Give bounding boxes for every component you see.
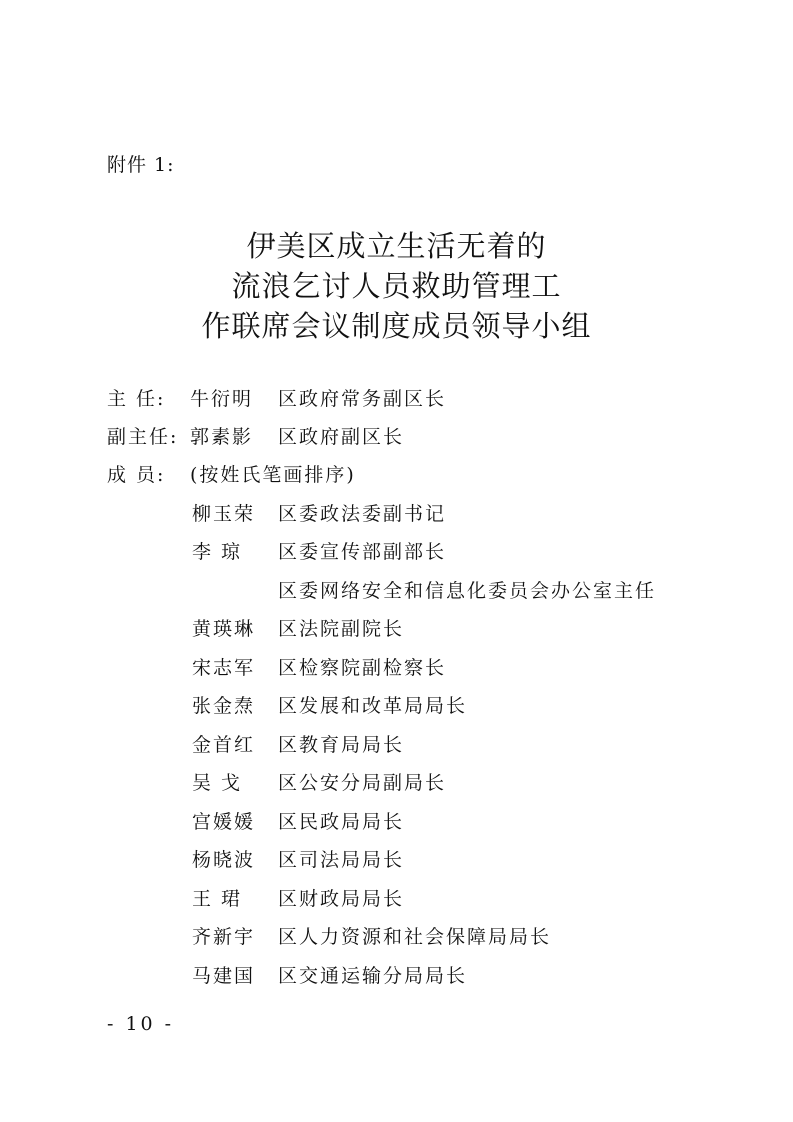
director-name: 牛衍明	[190, 388, 254, 410]
deputy-director-name: 郭素影	[190, 426, 254, 448]
member-name: 宫媛媛	[192, 811, 256, 833]
title-line-1: 伊美区成立生活无着的	[246, 229, 547, 263]
member-position: 区人力资源和社会保障局局长	[278, 926, 552, 948]
member-name: 马建国	[192, 965, 256, 987]
member-row	[0, 499, 793, 525]
members-header-row	[0, 460, 793, 486]
member-name: 吴 戈	[192, 772, 243, 794]
member-row	[0, 768, 793, 794]
member-row	[0, 730, 793, 756]
member-row	[0, 576, 793, 602]
member-position: 区委政法委副书记	[278, 503, 447, 525]
member-position: 区检察院副检察长	[278, 657, 447, 679]
member-position: 区委宣传部副部长	[278, 541, 447, 563]
member-row	[0, 845, 793, 871]
member-position: 区法院副院长	[278, 618, 405, 640]
title-line-3: 作联席会议制度成员领导小组	[201, 309, 592, 343]
member-name: 张金焘	[192, 695, 256, 717]
deputy-director-position: 区政府副区长	[278, 426, 405, 448]
members-sort-note: (按姓氏笔画排序)	[190, 464, 356, 486]
member-position: 区民政局局长	[278, 811, 405, 833]
member-row	[0, 884, 793, 910]
member-name: 宋志军	[192, 657, 256, 679]
member-row	[0, 807, 793, 833]
deputy-director-label: 副主任:	[107, 426, 179, 448]
member-row	[0, 922, 793, 948]
member-row	[0, 537, 793, 563]
member-row	[0, 614, 793, 640]
member-name: 黄瑛琳	[192, 618, 256, 640]
member-name: 李 琼	[192, 541, 243, 563]
deputy-director-row	[0, 422, 793, 448]
member-position: 区交通运输分局局长	[278, 965, 468, 987]
member-name: 王 珺	[192, 888, 243, 910]
title-line-2: 流浪乞讨人员救助管理工	[231, 269, 562, 303]
member-name: 柳玉荣	[192, 503, 256, 525]
director-position: 区政府常务副区长	[278, 388, 447, 410]
page-number: - 10 -	[107, 1013, 175, 1035]
member-row	[0, 653, 793, 679]
member-position: 区教育局局长	[278, 734, 405, 756]
member-row	[0, 961, 793, 987]
member-position: 区委网络安全和信息化委员会办公室主任	[278, 580, 657, 602]
director-row	[0, 384, 793, 410]
member-row	[0, 691, 793, 717]
member-name: 齐新宇	[192, 926, 256, 948]
director-label: 主 任:	[107, 388, 166, 410]
member-position: 区司法局局长	[278, 849, 405, 871]
member-position: 区公安分局副局长	[278, 772, 447, 794]
member-position: 区发展和改革局局长	[278, 695, 468, 717]
member-position: 区财政局局长	[278, 888, 405, 910]
members-label: 成 员:	[107, 464, 166, 486]
attachment-label: 附件 1:	[107, 154, 175, 176]
member-name: 金首红	[192, 734, 256, 756]
member-name: 杨晓波	[192, 849, 256, 871]
